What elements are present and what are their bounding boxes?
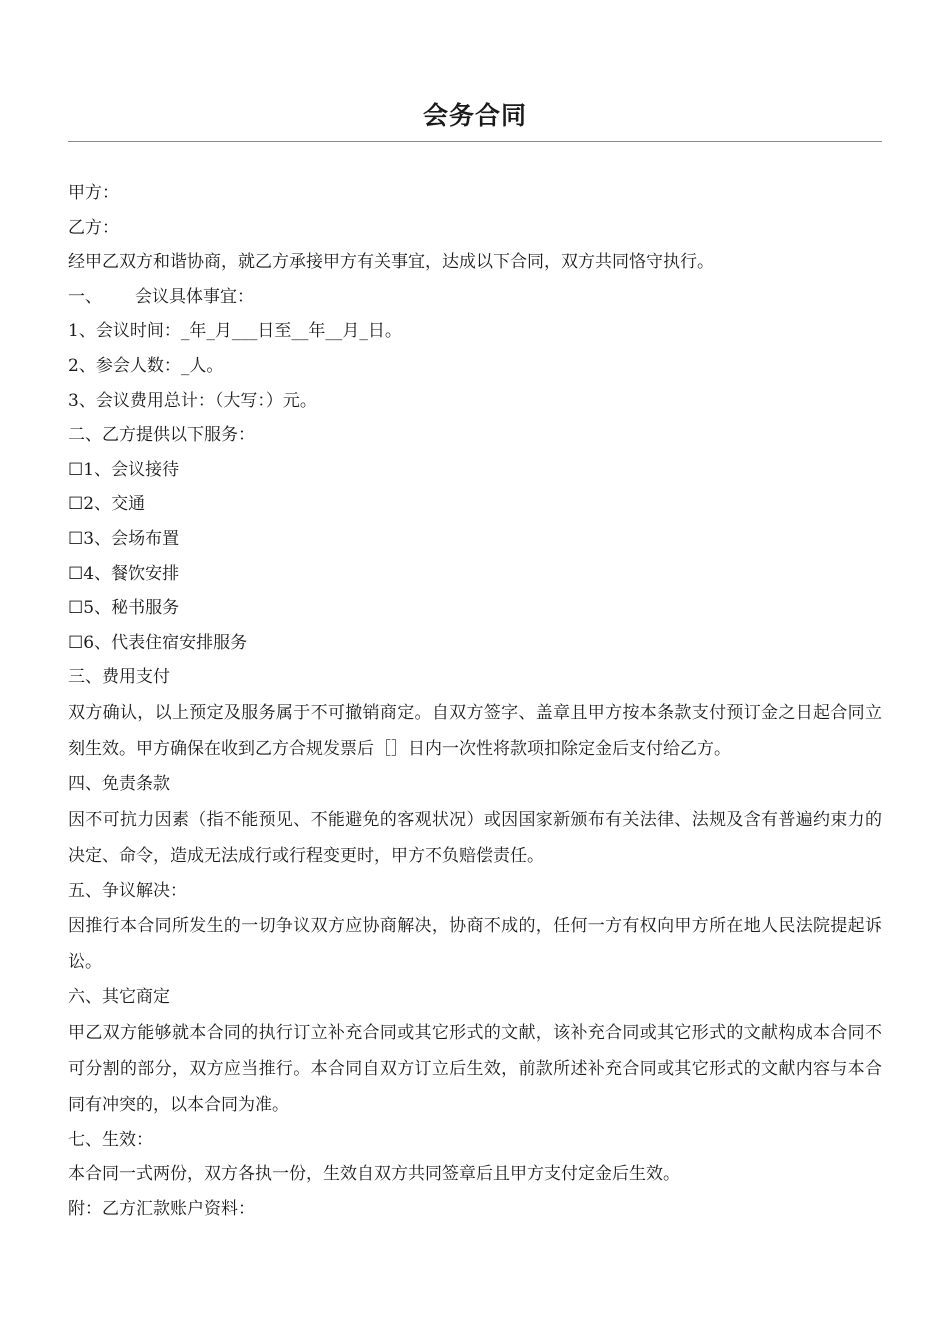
title-divider [68, 141, 882, 142]
service-item-transport[interactable] [68, 487, 882, 522]
checkbox-icon[interactable]: ☐ [68, 494, 84, 515]
checkbox-icon[interactable]: ☐ [68, 632, 84, 653]
section-six-heading: 六、其它商定 [68, 987, 170, 1008]
section-five-heading: 五、争议解决： [68, 880, 187, 901]
service-item-catering[interactable] [68, 557, 882, 592]
payment-paragraph: 双方确认，以上预定及服务属于不可撤销商定。自双方签字、盖章且甲方按本条款支付预订金之日起合同立刻生效。甲方确保在收到乙方合规发票后［］日内一次性将款项扣除定金后支付给乙方。 [68, 702, 882, 759]
service-label: 2、交通 [83, 494, 146, 515]
service-label: 3、会场布置 [83, 528, 180, 549]
section-seven-heading: 七、生效： [68, 1129, 153, 1150]
service-label: 4、餐饮安排 [83, 563, 180, 584]
attendee-count-item: 2、参会人数：_人。 [68, 355, 224, 376]
service-label: 1、会议接待 [83, 459, 180, 480]
party-b-label: 乙方： [68, 217, 119, 238]
service-item-secretary[interactable] [68, 591, 882, 626]
other-terms-paragraph: 甲乙双方能够就本合同的执行订立补充合同或其它形式的文献，该补充合同或其它形式的文献构成本合同不可分割的部分，双方应当推行。本合同自双方订立后生效，前款所述补充合同或其它形式的文献内容与本合同有冲突的，以本合同为准。 [68, 1022, 882, 1115]
party-a-label: 甲方： [68, 183, 119, 203]
section-four-heading: 四、免责条款 [68, 773, 170, 794]
section-one-number: 一、 [68, 286, 102, 307]
checkbox-icon[interactable]: ☐ [68, 528, 84, 549]
service-item-lodging[interactable] [68, 626, 882, 661]
section-three-heading: 三、费用支付 [68, 667, 170, 688]
document-body [68, 176, 882, 1226]
meeting-time-item: 1、会议时间：_年_月___日至__年__月_日。 [68, 321, 402, 342]
section-two-heading: 二、乙方提供以下服务： [68, 425, 255, 446]
service-item-venue[interactable] [68, 522, 882, 557]
checkbox-icon[interactable]: ☐ [68, 459, 84, 480]
section-one-heading [68, 280, 882, 315]
intro-paragraph: 经甲乙双方和谐协商，就乙方承接甲方有关事宜，达成以下合同，双方共同恪守执行。 [68, 252, 714, 273]
section-one-title: 会议具体事宜： [135, 286, 254, 307]
service-item-reception[interactable] [68, 453, 882, 488]
disclaimer-paragraph: 因不可抗力因素（指不能预见、不能避免的客观状况）或因国家新颁布有关法律、法规及含有普遍约束力的决定、命令，造成无法成行或行程变更时，甲方不负赔偿责任。 [68, 809, 882, 866]
checkbox-icon[interactable]: ☐ [68, 598, 84, 619]
dispute-paragraph: 因推行本合同所发生的一切争议双方应协商解决，协商不成的，任何一方有权向甲方所在地人民法院提起诉讼。 [68, 916, 882, 973]
document-title: 会务合同 [422, 101, 527, 130]
effectiveness-paragraph: 本合同一式两份，双方各执一份，生效自双方共同签章后且甲方支付定金后生效。 [68, 1164, 680, 1185]
service-label: 6、代表住宿安排服务 [83, 632, 248, 653]
meeting-cost-item: 3、会议费用总计：（大写：）元。 [68, 390, 317, 411]
checkbox-icon[interactable]: ☐ [68, 563, 84, 584]
service-label: 5、秘书服务 [83, 598, 180, 619]
appendix-label: 附：乙方汇款账户资料： [68, 1198, 255, 1219]
